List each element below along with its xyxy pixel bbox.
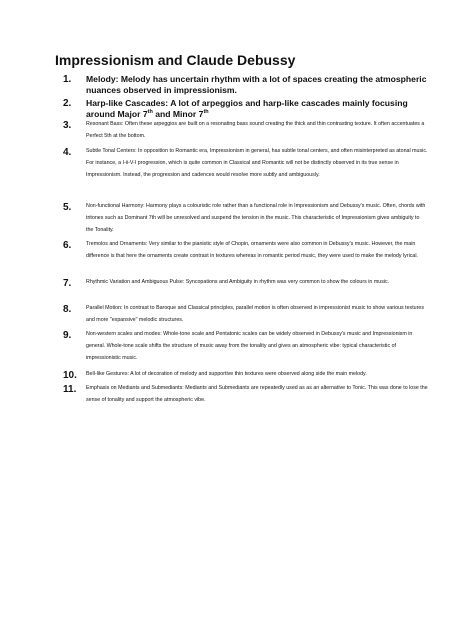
item-text: Non-functional Harmony: Harmony plays a colouristic role rather than a functional role in Impressionism and Debussy's music. Often, chords with tritones such as Dominant 7th will be unresolved and suspend the tension in the music. This characteristic of Impressionism gives ambiguity to the Tonality.: [86, 203, 426, 233]
item-text: Harp-like Cascades: A lot of arpeggios and harp-like cascades mainly focusing around Major 7th and Minor 7th: [86, 98, 408, 119]
item-text: Emphasis on Mediants and Submediants: Mediants and Submediants are repeatedly used as as an alternative to Tonic. This was done to lose the sense of tonality and support the atmospheric vibe.: [86, 385, 428, 403]
item-number: 8.: [63, 304, 72, 315]
item-number: 5.: [63, 202, 72, 213]
item-text: Subtle Tonal Centers: In opposition to Romantic era, Impressionism in general, has subtle tonal centers, and often misinterpreted as atonal music. For instance, a I-ii-V-I progression, which is quite common in Classical and Romantic will not be distinctly observed in its true sense in Impressionism. Instead, the progression and cadences would resolve more subtly and ambiguously.: [86, 148, 428, 178]
item-number: 10.: [63, 370, 77, 381]
item-text: Melody: Melody has uncertain rhythm with a lot of spaces creating the atmospheric nuances observed in impressionism.: [86, 74, 427, 95]
item-number: 9.: [63, 330, 72, 341]
item-text: Bell-like Gestures: A lot of decoration of melody and supportive thin textures were observed along side the main melody.: [86, 371, 367, 377]
item-number: 2.: [63, 98, 72, 109]
item-text: Rhythmic Variation and Ambiguous Pulse: Syncopations and Ambiguity in rhythm was very common to show the colours in music.: [86, 279, 390, 285]
item-number: 3.: [63, 120, 72, 131]
item-number: 7.: [63, 278, 72, 289]
item-text: Non-western scales and modes: Whole-tone scale and Pentatonic scales can be widely observed in Debussy's music and Impressionism in general. Whole-tone scale shifts the structure of music away from the tonality and gives an atmospheric vibe: typical characteristic of impressionistic music.: [86, 331, 413, 361]
item-number: 11.: [63, 384, 77, 395]
item-number: 6.: [63, 240, 72, 251]
item-text: Parallel Motion: In contrast to Baroque and Classical principles, parallel motion is often observed in impressionist music to show various textures and more "expansive" melodic structures.: [86, 305, 424, 323]
document-title: Impressionism and Claude Debussy: [55, 52, 296, 68]
item-number: 1.: [63, 74, 72, 85]
item-text: Tremolos and Ornaments: Very similar to the pianistic style of Chopin, ornaments were also common in Debussy's music. However, the main difference is that here the ornaments create contrast in textures whereas in romantic period music, they were used to make the melody lyrical.: [86, 241, 418, 259]
item-number: 4.: [63, 147, 72, 158]
item-text: Resonant Bass: Often these arpeggios are built on a resonating bass sound creating the thick and thin contrasting texture. It often accentuates a Perfect 5th at the bottom.: [86, 121, 425, 139]
